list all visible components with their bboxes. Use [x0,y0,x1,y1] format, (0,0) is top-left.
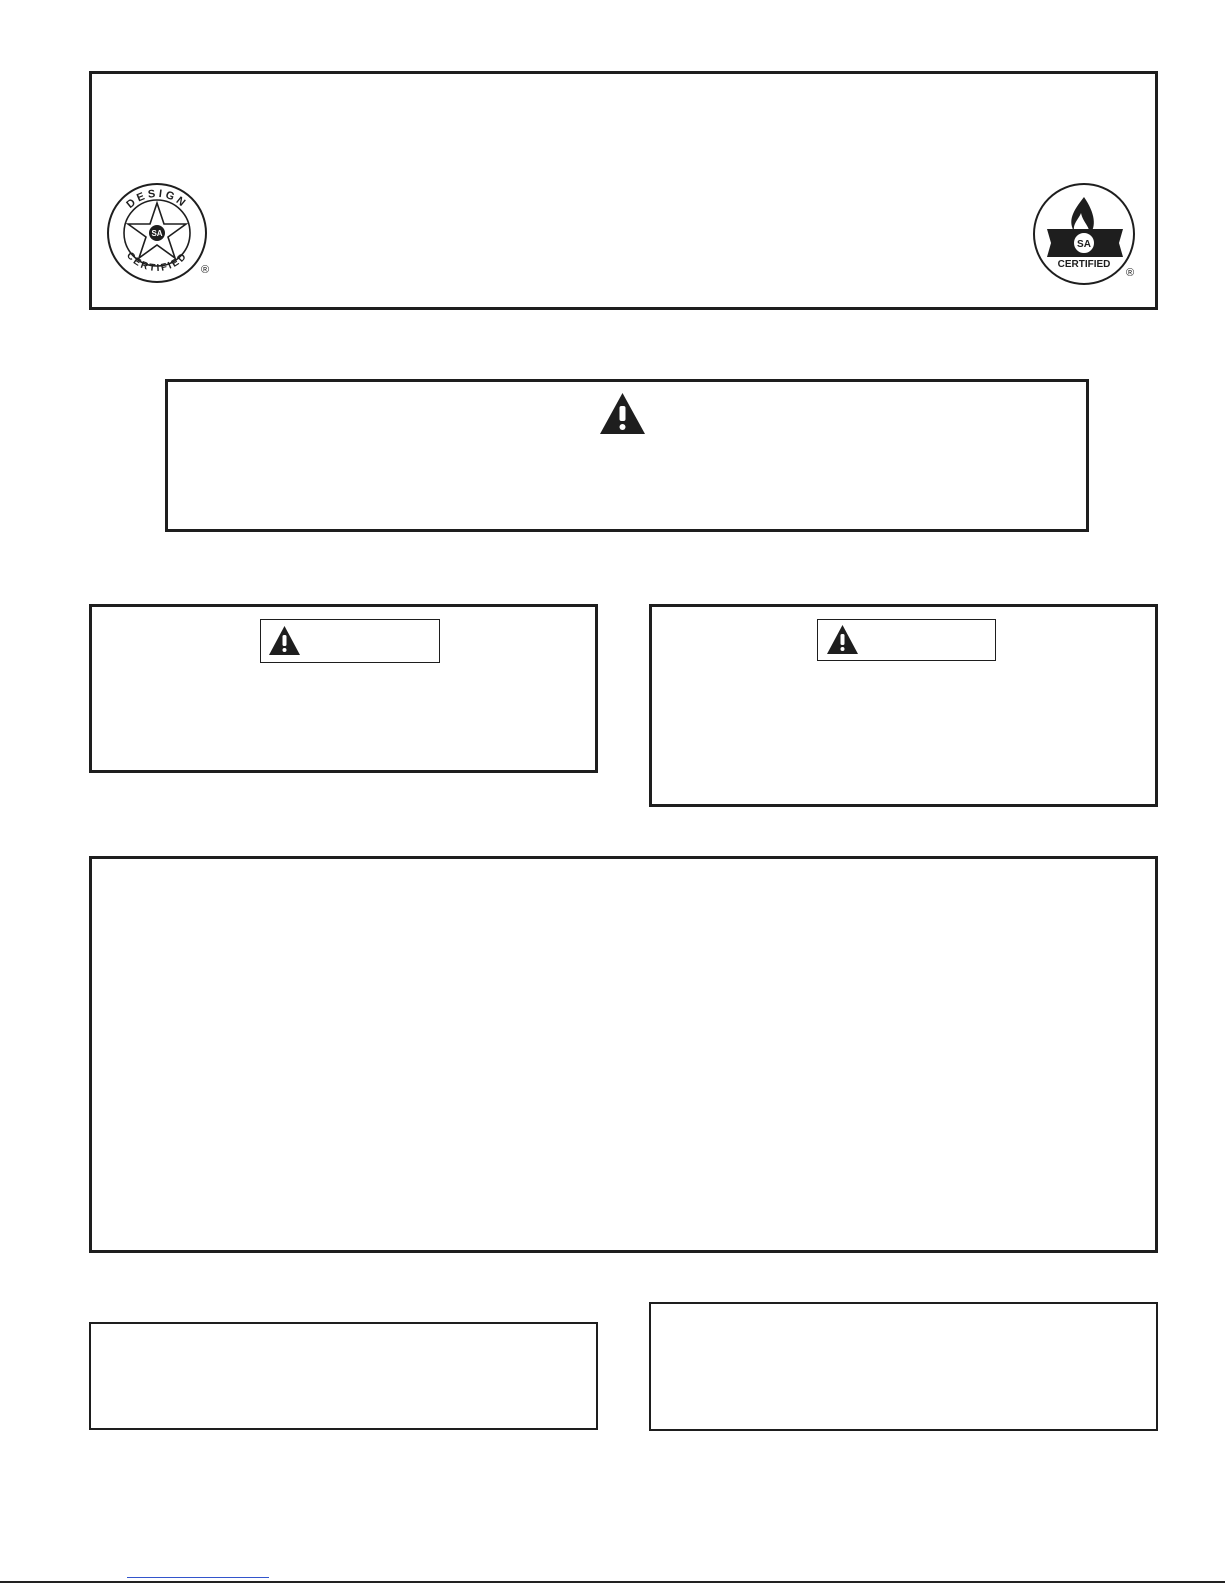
design-seal-bottom-text: CERTIFIED [124,250,190,275]
header-panel [89,71,1158,310]
design-seal-top-text: DESIGN [124,187,190,211]
warning-triangle-icon [599,392,646,435]
gas-seal-center-mark: SA [1077,239,1091,250]
design-seal-registered-mark: ® [201,264,210,276]
svg-text:CERTIFIED [124,250,190,274]
design-seal-center-mark: SA [151,229,163,238]
warning-triangle-icon [268,625,301,656]
svg-text:DESIGN [124,188,189,211]
gas-certified-seal [1031,183,1143,287]
gas-seal-registered-mark: ® [1126,267,1135,279]
footer-link-line [127,1577,269,1578]
warning-triangle-icon [826,624,859,655]
footer-rule [0,1581,1225,1583]
design-certified-seal [104,183,216,283]
bottom-right-panel [649,1302,1158,1431]
large-info-panel [89,856,1158,1253]
bottom-left-panel [89,1322,598,1430]
gas-seal-label: CERTIFIED [1057,259,1111,270]
